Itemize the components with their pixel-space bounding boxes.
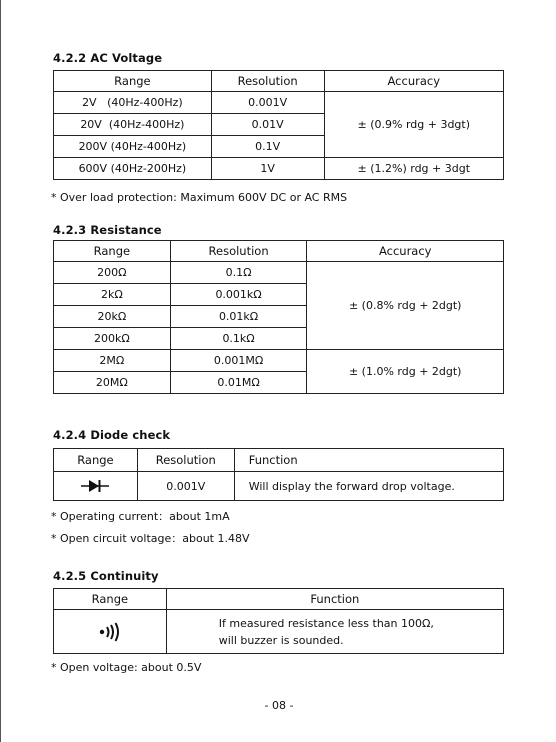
resolution-cell: 0.001kΩ — [170, 284, 307, 306]
range-cell: 200V (40Hz-400Hz) — [54, 136, 212, 158]
header-function: Function — [166, 589, 503, 610]
range-cell: 200Ω — [54, 262, 171, 284]
range-cell: 20V (40Hz-400Hz) — [54, 114, 212, 136]
header-range: Range — [54, 71, 212, 92]
table-row — [54, 350, 504, 372]
diode-range-cell — [54, 472, 138, 501]
range-cell: 20kΩ — [54, 306, 171, 328]
table-header-row — [54, 241, 504, 262]
range-cell: 20MΩ — [54, 372, 171, 394]
accuracy-cell: ± (0.8% rdg + 2dgt) — [307, 262, 504, 350]
accuracy-cell: ± (1.0% rdg + 2dgt) — [307, 350, 504, 394]
resolution-cell: 1V — [211, 158, 324, 180]
resolution-cell: 0.01kΩ — [170, 306, 307, 328]
function-line-1: If measured resistance less than 100Ω, — [218, 616, 434, 630]
resolution-cell: 0.1kΩ — [170, 328, 307, 350]
header-resolution: Resolution — [137, 449, 234, 472]
accuracy-cell: ± (1.2%) rdg + 3dgt — [324, 158, 503, 180]
table-row — [54, 158, 504, 180]
resolution-cell: 0.001V — [137, 472, 234, 501]
resolution-cell: 0.01MΩ — [170, 372, 307, 394]
range-cell: 2MΩ — [54, 350, 171, 372]
header-accuracy: Accuracy — [307, 241, 504, 262]
header-range: Range — [54, 241, 171, 262]
header-range: Range — [54, 589, 167, 610]
resolution-cell: 0.001MΩ — [170, 350, 307, 372]
buzzer-icon — [98, 622, 122, 642]
section-title-diode-check: 4.2.4 Diode check — [53, 428, 171, 442]
range-cell: 200kΩ — [54, 328, 171, 350]
function-cell — [166, 610, 503, 654]
header-resolution: Resolution — [211, 71, 324, 92]
header-function: Function — [234, 449, 503, 472]
range-cell: 2kΩ — [54, 284, 171, 306]
ac-voltage-note: * Over load protection: Maximum 600V DC or AC RMS — [51, 191, 348, 204]
table-row — [54, 610, 504, 654]
diode-note-current: * Operating current：about 1mA — [51, 510, 230, 523]
continuity-range-cell — [54, 610, 167, 654]
table-header-row — [54, 589, 504, 610]
accuracy-cell: ± (0.9% rdg + 3dgt) — [324, 92, 503, 158]
diode-note-voltage: * Open circuit voltage：about 1.48V — [51, 532, 250, 545]
table-row — [54, 472, 504, 501]
ac-voltage-table — [53, 70, 504, 180]
diode-icon — [80, 479, 110, 493]
resolution-cell: 0.1V — [211, 136, 324, 158]
diode-table — [53, 448, 504, 501]
table-header-row — [54, 71, 504, 92]
range-cell: 2V (40Hz-400Hz) — [54, 92, 212, 114]
resolution-cell: 0.01V — [211, 114, 324, 136]
resolution-cell: 0.1Ω — [170, 262, 307, 284]
page-number: - 08 - — [264, 699, 294, 712]
range-cell: 600V (40Hz-200Hz) — [54, 158, 212, 180]
header-resolution: Resolution — [170, 241, 307, 262]
continuity-note: * Open voltage: about 0.5V — [51, 661, 202, 674]
function-line-2: will buzzer is sounded. — [218, 633, 344, 647]
table-header-row — [54, 449, 504, 472]
section-title-resistance: 4.2.3 Resistance — [53, 223, 162, 237]
table-row — [54, 92, 504, 114]
section-title-ac-voltage: 4.2.2 AC Voltage — [53, 51, 163, 65]
resolution-cell: 0.001V — [211, 92, 324, 114]
continuity-table — [53, 588, 504, 654]
header-range: Range — [54, 449, 138, 472]
resistance-table — [53, 240, 504, 394]
header-accuracy: Accuracy — [324, 71, 503, 92]
table-row — [54, 262, 504, 284]
function-cell: Will display the forward drop voltage. — [234, 472, 503, 501]
section-title-continuity: 4.2.5 Continuity — [53, 569, 159, 583]
